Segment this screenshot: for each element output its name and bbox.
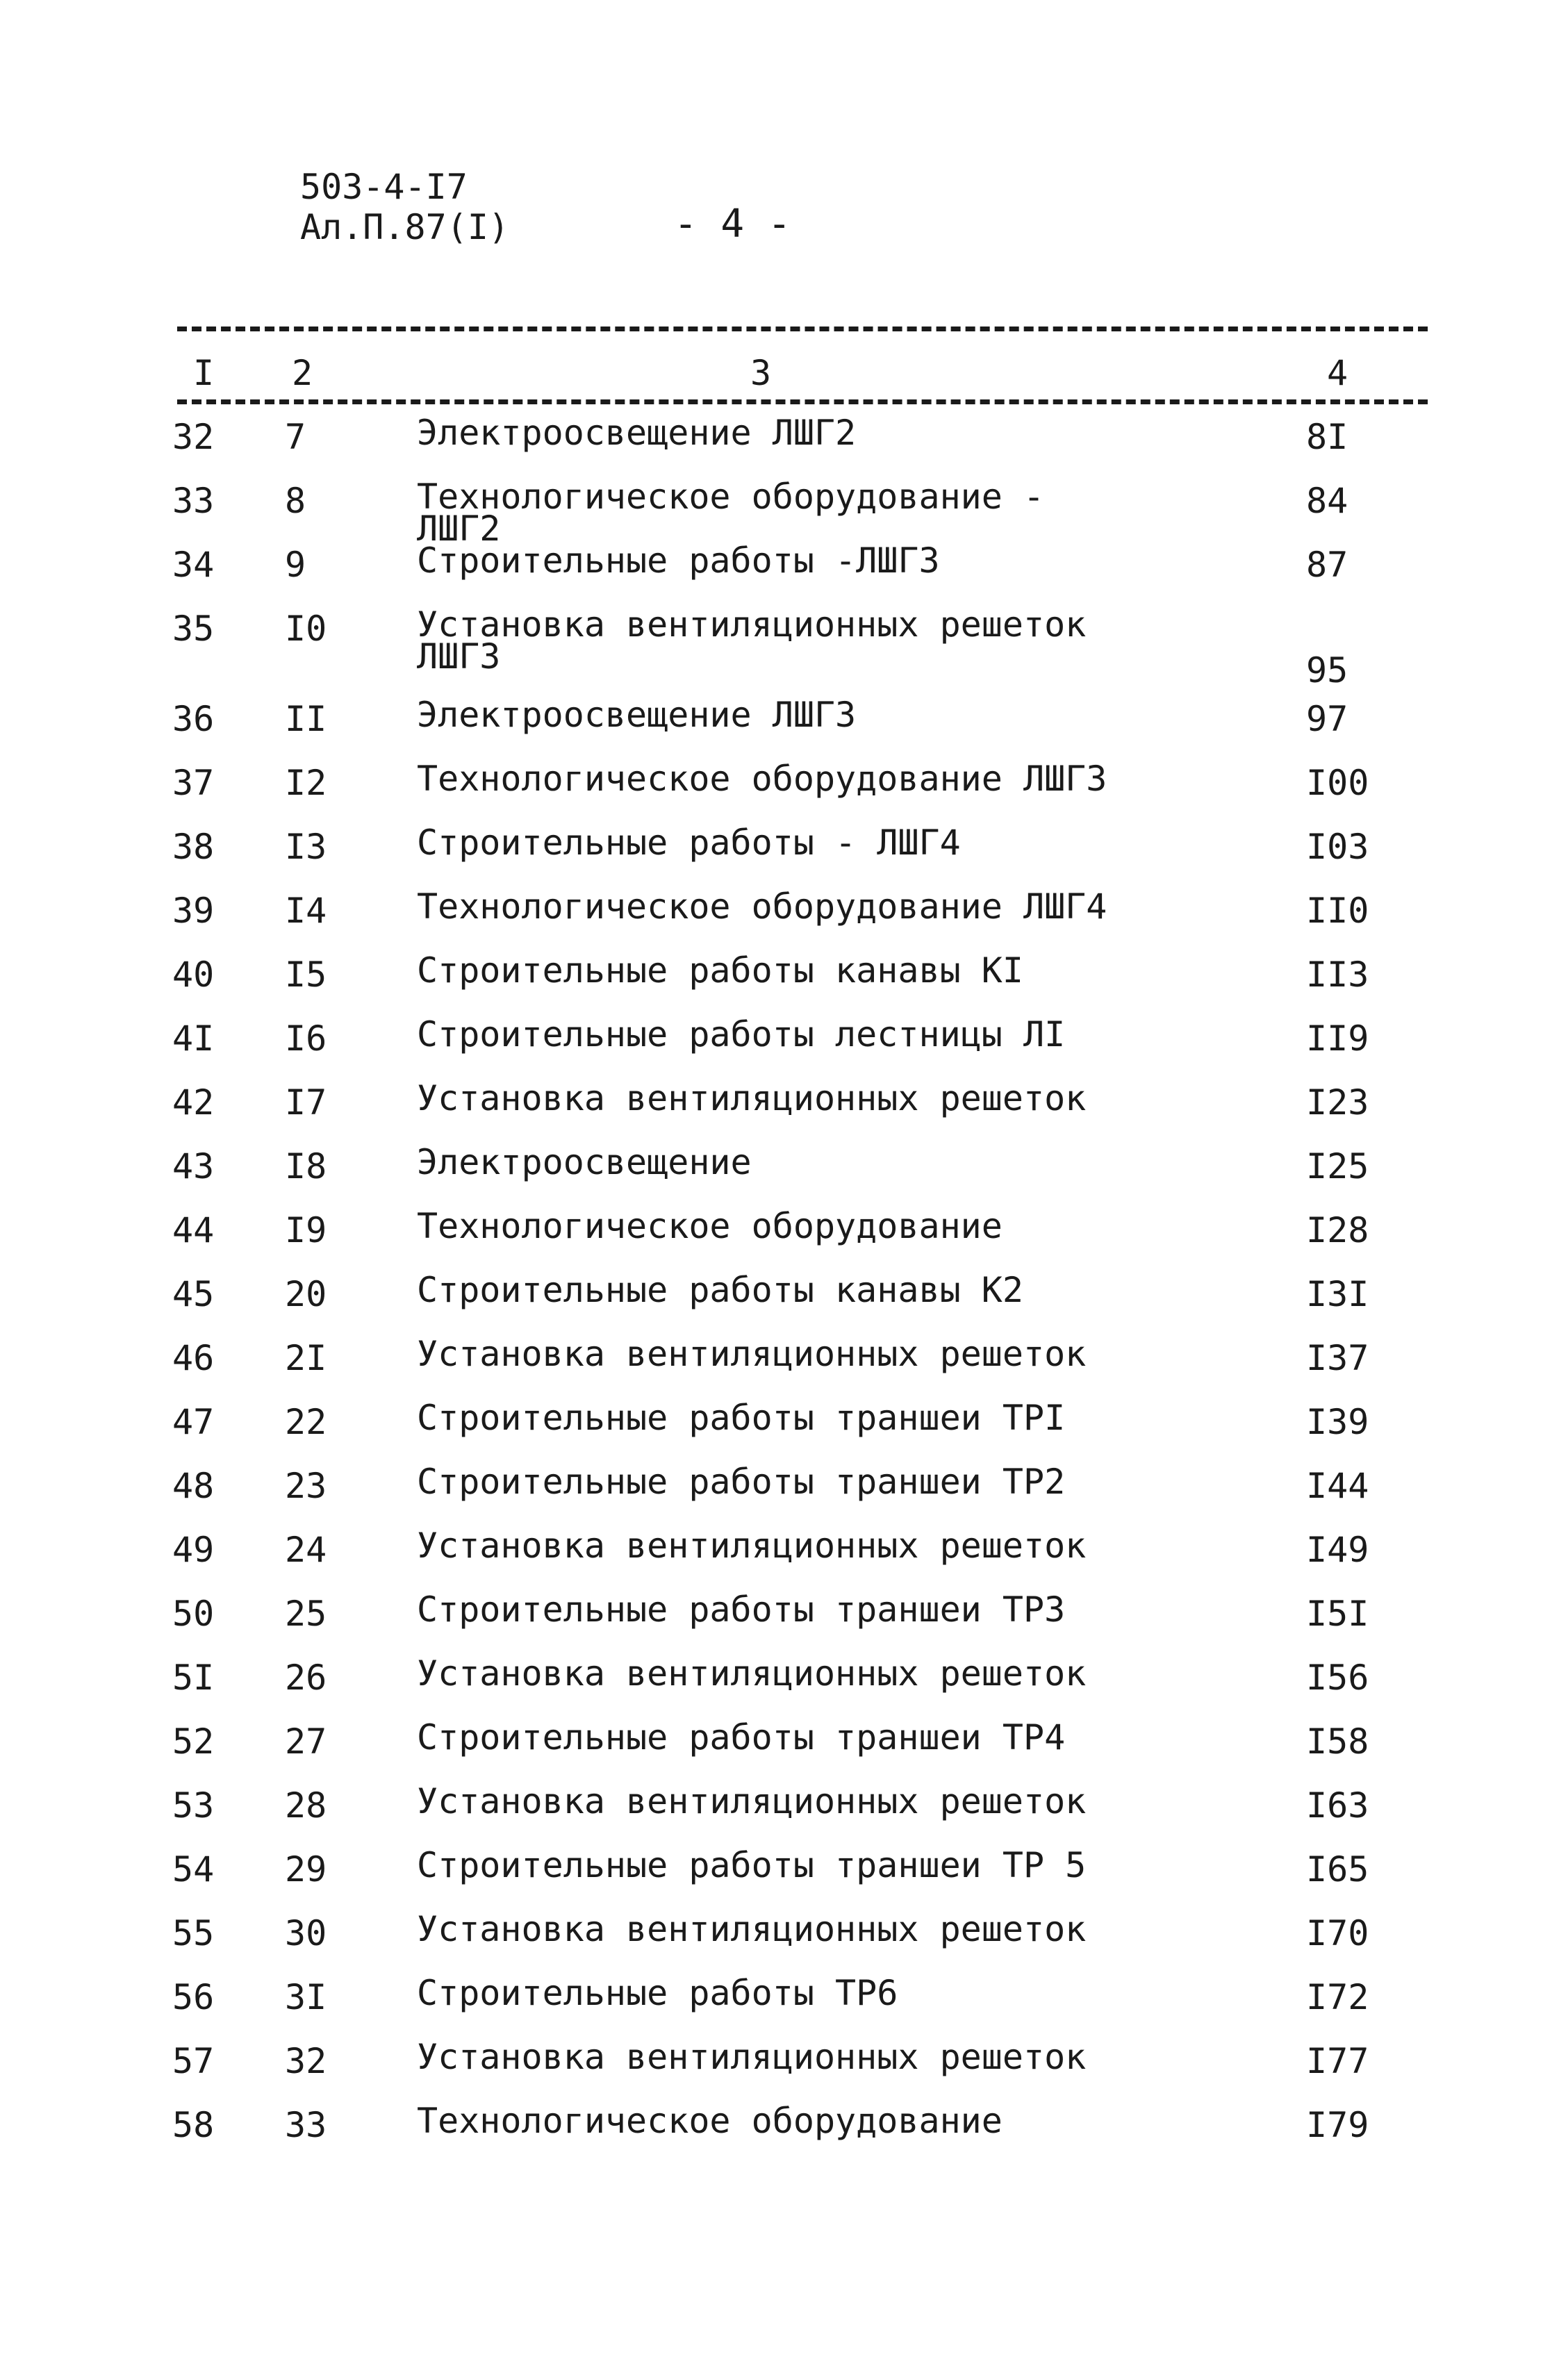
table-row <box>0 1973 1559 2041</box>
row-number: 34 <box>172 545 215 585</box>
row-page: I63 <box>1306 1785 1369 1826</box>
row-number: 56 <box>172 1977 215 2017</box>
row-title: Технологическое оборудование ЛШГ4 <box>417 886 1107 927</box>
page-number: - 4 - <box>674 201 791 247</box>
sheet-number: 8 <box>285 481 306 521</box>
row-title: Установка вентиляционных решеток <box>417 1078 1087 1118</box>
row-number: 55 <box>172 1913 215 1953</box>
column-header-1: I <box>193 353 215 393</box>
sheet-number: 23 <box>285 1466 327 1506</box>
row-number: 32 <box>172 417 215 457</box>
row-page: 97 <box>1306 699 1348 739</box>
row-number: 37 <box>172 763 215 803</box>
row-page: I28 <box>1306 1210 1369 1250</box>
row-title: Технологическое оборудование <box>417 2101 1003 2141</box>
row-title: Установка вентиляционных решеток <box>417 1653 1087 1694</box>
row-page: I58 <box>1306 1721 1369 1762</box>
row-page: I5I <box>1306 1594 1369 1634</box>
row-number: 44 <box>172 1210 215 1250</box>
sheet-number: 3I <box>285 1977 327 2017</box>
row-page: I44 <box>1306 1466 1369 1506</box>
row-page: II0 <box>1306 891 1369 931</box>
row-title: Строительные работы ТР6 <box>417 1973 898 2013</box>
row-number: 52 <box>172 1721 215 1762</box>
row-title: Строительные работы траншеи ТР3 <box>417 1589 1066 1630</box>
column-header-4: 4 <box>1327 353 1348 393</box>
table-row <box>0 823 1559 891</box>
row-number: 54 <box>172 1849 215 1890</box>
row-number: 58 <box>172 2105 215 2145</box>
row-page: I65 <box>1306 1849 1369 1890</box>
row-page: 8I <box>1306 417 1348 457</box>
row-title: Строительные работы лестницы ЛI <box>417 1014 1066 1055</box>
sheet-number: I8 <box>285 1146 327 1187</box>
row-number: 38 <box>172 827 215 867</box>
row-number: 39 <box>172 891 215 931</box>
sheet-number: 26 <box>285 1658 327 1698</box>
row-title: Строительные работы траншеи ТРI <box>417 1398 1066 1438</box>
sheet-number: I7 <box>285 1082 327 1123</box>
row-title: Электроосвещение <box>417 1142 752 1182</box>
row-title: Строительные работы -ЛШГ3 <box>417 540 940 581</box>
table-row <box>0 759 1559 827</box>
table-row <box>0 1334 1559 1402</box>
row-title: Установка вентиляционных решеток <box>417 1781 1087 1821</box>
row-title: Установка вентиляционных решеток <box>417 2037 1087 2077</box>
row-number: 50 <box>172 1594 215 1634</box>
row-number: 36 <box>172 699 215 739</box>
row-page: I70 <box>1306 1913 1369 1953</box>
sheet-number: 29 <box>285 1849 327 1890</box>
row-title: Технологическое оборудование - ЛШГ2 <box>417 477 1045 549</box>
sheet-number: 32 <box>285 2041 327 2081</box>
table-row <box>0 1142 1559 1210</box>
row-page: I56 <box>1306 1658 1369 1698</box>
document-code: 503-4-I7 <box>300 167 468 207</box>
row-title: Технологическое оборудование <box>417 1206 1003 1246</box>
row-title: Строительные работы траншеи ТР 5 <box>417 1845 1087 1885</box>
sheet-number: I0 <box>285 609 327 649</box>
sheet-number: 33 <box>285 2105 327 2145</box>
row-number: 53 <box>172 1785 215 1826</box>
row-number: 49 <box>172 1530 215 1570</box>
table-row <box>0 604 1559 699</box>
row-number: 57 <box>172 2041 215 2081</box>
sheet-number: I2 <box>285 763 327 803</box>
row-page: I39 <box>1306 1402 1369 1442</box>
row-page: I72 <box>1306 1977 1369 2017</box>
table-row <box>0 1398 1559 1466</box>
row-title: Строительные работы - ЛШГ4 <box>417 823 961 863</box>
sheet-number: 20 <box>285 1274 327 1314</box>
row-title: Строительные работы траншеи ТР4 <box>417 1717 1066 1758</box>
table-row <box>0 2037 1559 2105</box>
row-title: Установка вентиляционных решеток ЛШГ3 <box>417 604 1087 677</box>
album-number: Ал.П.87(I) <box>300 207 510 247</box>
table-row <box>0 695 1559 763</box>
row-number: 4I <box>172 1018 215 1059</box>
row-page: I77 <box>1306 2041 1369 2081</box>
row-title: Строительные работы траншеи ТР2 <box>417 1462 1066 1502</box>
table-row <box>0 1589 1559 1658</box>
row-number: 43 <box>172 1146 215 1187</box>
row-page: I00 <box>1306 763 1369 803</box>
table-row <box>0 1014 1559 1082</box>
row-title: Строительные работы канавы К2 <box>417 1270 1023 1310</box>
sheet-number: I5 <box>285 955 327 995</box>
row-title: Строительные работы канавы КI <box>417 950 1023 991</box>
column-header-3: 3 <box>750 353 772 393</box>
sheet-number: 7 <box>285 417 306 457</box>
sheet-number: I6 <box>285 1018 327 1059</box>
row-page: I03 <box>1306 827 1369 867</box>
table-row <box>0 1653 1559 1721</box>
row-page: I3I <box>1306 1274 1369 1314</box>
row-title: Электроосвещение ЛШГ2 <box>417 413 857 453</box>
row-number: 35 <box>172 609 215 649</box>
sheet-number: I9 <box>285 1210 327 1250</box>
table-row <box>0 886 1559 955</box>
sheet-number: 22 <box>285 1402 327 1442</box>
sheet-number: 9 <box>285 545 306 585</box>
table-row <box>0 1078 1559 1146</box>
sheet-number: I4 <box>285 891 327 931</box>
row-page: 84 <box>1306 481 1348 521</box>
table-row <box>0 1845 1559 1913</box>
row-number: 33 <box>172 481 215 521</box>
table-row <box>0 950 1559 1018</box>
sheet-number: I3 <box>285 827 327 867</box>
row-title: Технологическое оборудование ЛШГ3 <box>417 759 1107 799</box>
sheet-number: 28 <box>285 1785 327 1826</box>
table-row <box>0 1909 1559 1977</box>
row-number: 48 <box>172 1466 215 1506</box>
table-row <box>0 1781 1559 1849</box>
row-number: 40 <box>172 955 215 995</box>
table-row <box>0 477 1559 549</box>
row-page: II9 <box>1306 1018 1369 1059</box>
table-header-rule <box>177 399 1428 404</box>
column-header-2: 2 <box>292 353 313 393</box>
row-number: 42 <box>172 1082 215 1123</box>
row-page: II3 <box>1306 955 1369 995</box>
sheet-number: 25 <box>285 1594 327 1634</box>
table-row <box>0 1270 1559 1338</box>
table-row <box>0 1717 1559 1785</box>
row-title: Установка вентиляционных решеток <box>417 1909 1087 1949</box>
sheet-number: 27 <box>285 1721 327 1762</box>
row-page: I23 <box>1306 1082 1369 1123</box>
row-number: 46 <box>172 1338 215 1378</box>
sheet-number: II <box>285 699 327 739</box>
table-row <box>0 1526 1559 1594</box>
row-title: Установка вентиляционных решеток <box>417 1334 1087 1374</box>
row-page: I49 <box>1306 1530 1369 1570</box>
row-page: I79 <box>1306 2105 1369 2145</box>
row-page: I25 <box>1306 1146 1369 1187</box>
row-number: 45 <box>172 1274 215 1314</box>
table-top-rule <box>177 327 1428 331</box>
row-number: 5I <box>172 1658 215 1698</box>
row-number: 47 <box>172 1402 215 1442</box>
row-page: 87 <box>1306 545 1348 585</box>
document-header <box>300 167 509 247</box>
sheet-number: 2I <box>285 1338 327 1378</box>
row-page: I37 <box>1306 1338 1369 1378</box>
sheet-number: 24 <box>285 1530 327 1570</box>
table-row <box>0 2101 1559 2169</box>
table-row <box>0 1462 1559 1530</box>
row-title: Установка вентиляционных решеток <box>417 1526 1087 1566</box>
table-row <box>0 413 1559 481</box>
table-row <box>0 1206 1559 1274</box>
table-row <box>0 540 1559 609</box>
row-title: Электроосвещение ЛШГ3 <box>417 695 857 735</box>
sheet-number: 30 <box>285 1913 327 1953</box>
row-page: 95 <box>1306 650 1348 691</box>
contents-table <box>0 413 1559 2169</box>
